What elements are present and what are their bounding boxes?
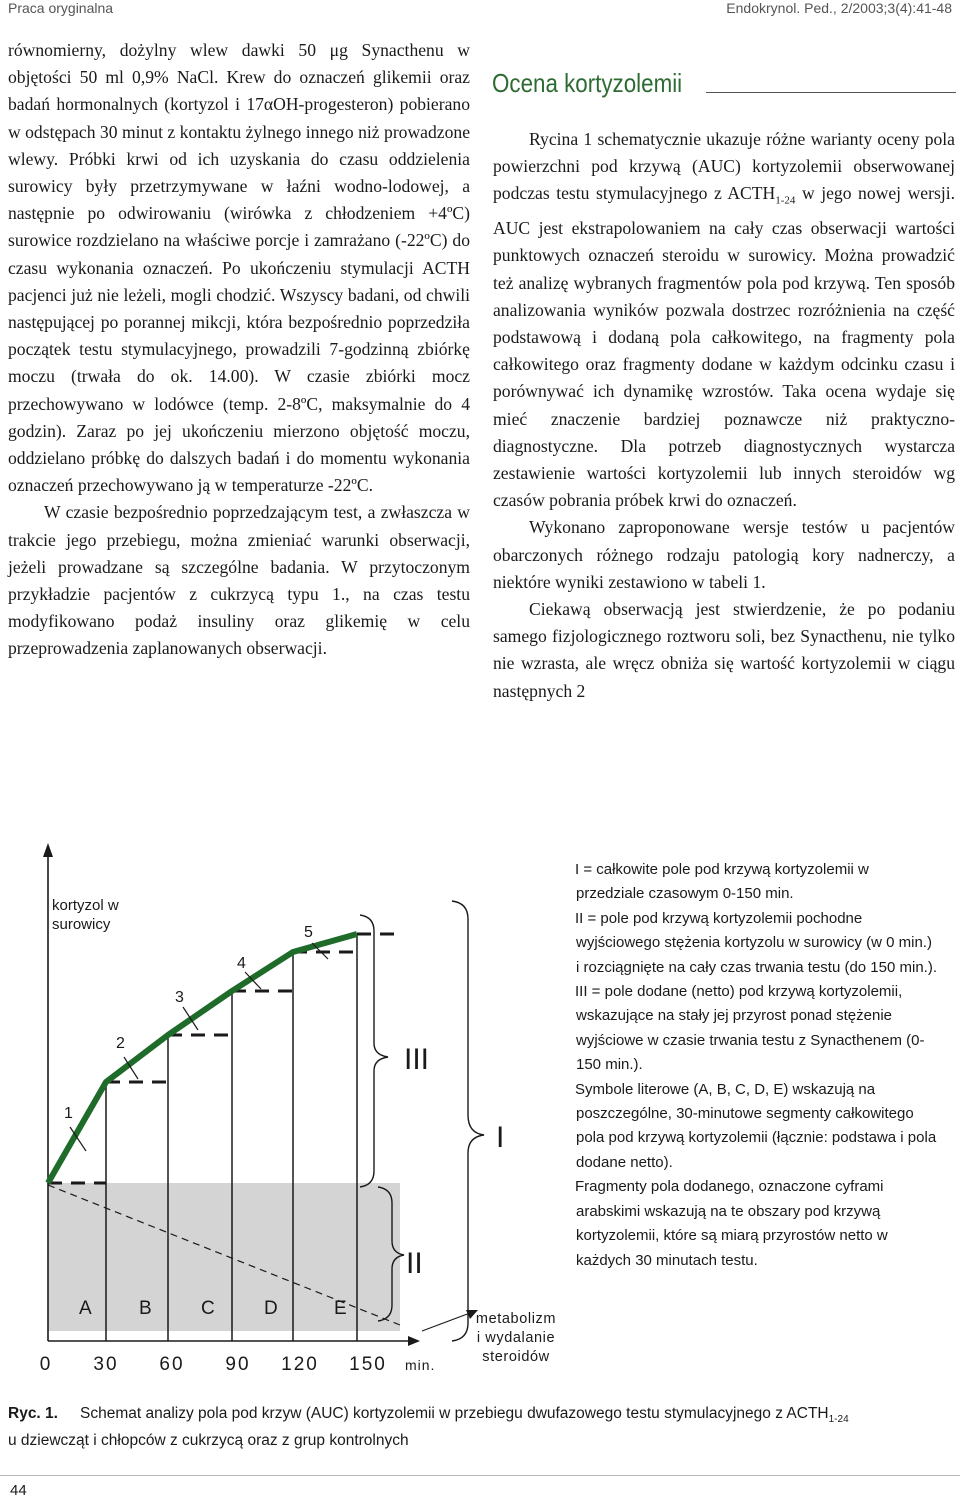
right-text-column xyxy=(493,126,955,705)
legend-item-i: I = całkowite pole pod krzywą kortyzolemii w przedziale czasowym 0-150 min. xyxy=(575,861,869,903)
figure-caption xyxy=(8,1403,948,1451)
figure-caption-label: Ryc. 1. xyxy=(8,1405,58,1422)
figure-legend xyxy=(575,858,939,1273)
bracket-i xyxy=(452,901,484,1341)
section-title: Ocena kortyzolemii xyxy=(492,68,683,98)
x-tick-150: 150 xyxy=(349,1354,387,1375)
paragraph-tests: Wykonano zaproponowane wersje testów u pacjentów obarczonych różnego rodzaju patologią kory nadnerczy, a niektóre wyniki zestawiono w tabeli 1. xyxy=(493,517,955,592)
paragraph-auc-text-a: Rycina 1 schematycznie ukazuje różne warianty oceny pola powierzchni pod krzywą (AUC) kortyzolemii obserwowanej podczas testu stymulacyjnego z ACTH xyxy=(493,129,955,204)
point-label-1: 1 xyxy=(64,1105,73,1122)
metabolism-label-line1: metabolizm xyxy=(475,1311,557,1327)
x-axis-arrow-icon xyxy=(408,1336,420,1346)
x-tick-60: 60 xyxy=(159,1354,185,1375)
point-label-2: 2 xyxy=(116,1035,125,1052)
x-tick-labels xyxy=(40,1354,387,1375)
legend-item-iii: III = pole dodane (netto) pod krzywą kortyzolemii, wskazujące na stały jej przyrost ponad stężenie wyjściowe w czasie trwania testu z Synacthenem (0-150 min.). xyxy=(575,983,925,1074)
bracket-label-ii: II xyxy=(406,1247,423,1280)
point-label-4: 4 xyxy=(237,955,246,972)
metabolism-label-line2: i wydalanie xyxy=(476,1330,556,1346)
paragraph-methods: równomierny, dożylny wlew dawki 50 μg Synacthenu w objętości 50 ml 0,9% NaCl. Krew do oznaczeń glikemii oraz badań hormonalnych (kortyzol i 17αOH-progesteron) pobierano w odstępach 30 minut z kontaktu żylnego innego niż prowadzone wlewy. Próbki krwi od ich uzyskania do czasu oddzielenia surowicy były przetrzymywane w łaźni wodno-lodowej, a następnie po odwirowaniu (wirówka z chłodzeniem +4ºC) surowice rozdzielano na właściwe porcje i zamrażano (-22ºC) do czasu wykonania oznaczeń. Po ukończeniu stymulacji ACTH pacjenci już nie leżeli, mogli chodzić. Wszyscy badani, od chwili następującej po porannej mikcji, która bezpośrednio poprzedziła początek testu stymulacyjnego, prowadzili 7-godzinną zbiórkę moczu (trwała do ok. 14.00). W czasie zbiórki mocz przechowywano w lodówce (temp. 2-8ºC, maksymalnie do 4 godzin). Zaraz po jej ukończeniu mierzono objętość moczu, oddzielano próbkę do dalszych badań i do momentu wykonania oznaczeń przechowywano ją w temperaturze -22ºC. xyxy=(8,40,470,496)
segment-label-d: D xyxy=(264,1298,278,1319)
metabolism-label-line3: steroidów xyxy=(482,1349,550,1365)
point-label-leaders xyxy=(70,943,328,1151)
footer-rule xyxy=(0,1475,960,1476)
x-axis-unit: min. xyxy=(405,1357,436,1373)
figure-caption-text-b: u dziewcząt i chłopców z cukrzycą oraz z grup kontrolnych xyxy=(8,1432,409,1450)
segment-label-b: B xyxy=(139,1298,152,1319)
journal-citation: Endokrynol. Ped., 2/2003;3(4):41-48 xyxy=(726,0,952,16)
legend-item-numbers: Fragmenty pola dodanego, oznaczone cyframi arabskimi wskazują na te obszary pod krzywą kortyzolemii, które są miarą przyrostów netto w każdych 30 minutach testu. xyxy=(575,1178,888,1269)
segment-label-c: C xyxy=(201,1298,215,1319)
bracket-label-iii: III xyxy=(404,1043,430,1076)
paragraph-auc xyxy=(493,126,955,514)
bracket-iii xyxy=(360,915,388,1187)
x-tick-120: 120 xyxy=(281,1354,319,1375)
x-tick-30: 30 xyxy=(93,1354,119,1375)
legend-item-ii: II = pole pod krzywą kortyzolemii pochodne wyjściowego stężenia kortyzolu w surowicy (w 0 min.) i rozciągnięte na cały czas trwania testu (do 150 min.). xyxy=(575,909,938,976)
paragraph-conditions: W czasie bezpośrednio poprzedzającym test, a zwłaszcza w trakcie jego przebiegu, można zmieniać warunki obserwacji, jeżeli prowadzane są szczególne badania. W przytoczonym przykładzie pacjentów z cukrzycą typu 1., na czas testu modyfikowano podaż insuliny oraz glikemię w celu przeprowadzenia zaplanowanych obserwacji. xyxy=(8,502,470,659)
x-tick-90: 90 xyxy=(225,1354,251,1375)
y-axis-label-line2: surowicy xyxy=(52,916,111,933)
segment-label-e: E xyxy=(334,1298,347,1319)
step-lines xyxy=(48,934,400,1183)
paragraph-auc-text-b: w jego nowej wersji. AUC jest ekstrapolowaniem na cały czas obserwacji wartości punktowych oznaczeń steroidu w surowicy. Można prowadzić też analizę wybranych fragmentów pola pod krzywą. Ten sposób analizowania wyników pozwala dostrzec rozróżnienia na część podstawową i dodaną pola całkowitego, na fragmenty pola całkowitego oraz fragmenty dodane w każdym odcinku czasu i porównywać ich dynamikę wzrostów. Taka ocena wydaje się mieć znaczenie bardziej poznawcze niż praktyczno-diagnostyczne. Dla potrzeb diagnostycznych wystarcza zestawienie wartości kortyzolemii lub innych steroidów wg czasów pobrania próbek krwi do oznaczeń. xyxy=(493,183,955,511)
x-tick-0: 0 xyxy=(39,1354,53,1375)
y-axis-label-line1: kortyzol w xyxy=(52,897,119,914)
bracket-label-i: I xyxy=(496,1121,505,1154)
cortisol-curve xyxy=(48,934,357,1183)
paragraph-observation: Ciekawą obserwacją jest stwierdzenie, że po podaniu samego fizjologicznego roztworu soli, bez Synacthenu, nie tylko nie wzrasta, ale wręcz obniża się wartość kortyzolemii w ciągu następnych 2 xyxy=(493,598,955,701)
left-text-column xyxy=(8,37,470,663)
section-title-rule xyxy=(706,92,956,93)
journal-section-label: Praca oryginalna xyxy=(8,0,114,16)
metabolism-leader-line xyxy=(422,1313,470,1331)
metabolism-label xyxy=(476,1311,556,1365)
figure-caption-text-a: Schemat analizy pola pod krzyw (AUC) kortyzolemii w przebiegu dwufazowego testu stymulacyjnego z ACTH xyxy=(79,1405,829,1422)
paragraph-auc-subscript: 1-24 xyxy=(775,194,796,207)
page-number: 44 xyxy=(10,1482,27,1499)
point-label-5: 5 xyxy=(304,924,313,941)
legend-item-letters: Symbole literowe (A, B, C, D, E) wskazują na poszczególne, 30-minutowe segmenty całkowitego pola pod krzywą kortyzolemii (łącznie: podstawa i pola dodane netto). xyxy=(575,1080,937,1171)
figure-caption-subscript: 1-24 xyxy=(828,1414,849,1426)
baseline-area xyxy=(48,1183,400,1331)
point-label-3: 3 xyxy=(175,989,184,1006)
y-axis-arrow-icon xyxy=(43,843,53,857)
segment-label-a: A xyxy=(79,1298,92,1319)
